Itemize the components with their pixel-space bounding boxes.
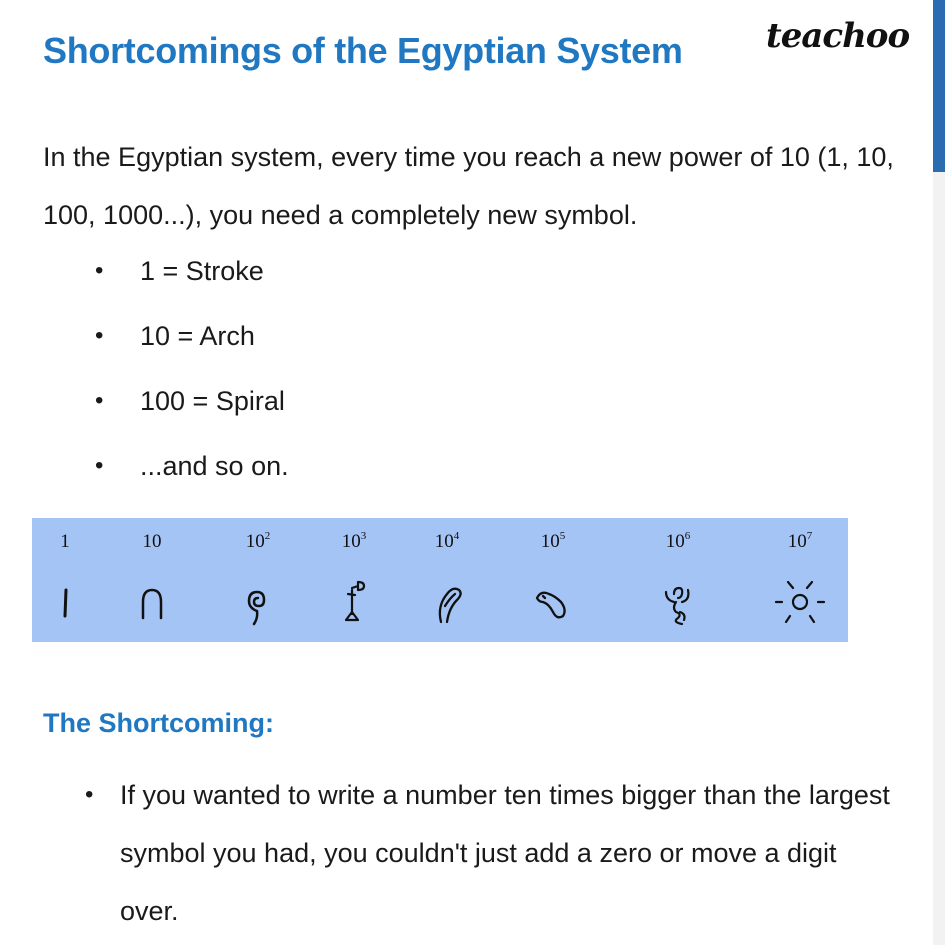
symbol-label: 10 bbox=[142, 531, 162, 552]
symbol-label: $10^3$ bbox=[341, 530, 367, 552]
kneeling-man-glyph-icon bbox=[648, 576, 708, 632]
intro-paragraph bbox=[43, 128, 903, 244]
symbol-column bbox=[35, 518, 95, 642]
symbol-column bbox=[770, 518, 830, 642]
finger-glyph-icon bbox=[417, 576, 477, 632]
arch-glyph-icon bbox=[122, 576, 182, 632]
symbol-label: $10^7$ bbox=[787, 530, 813, 552]
symbol-list bbox=[95, 246, 289, 506]
symbol-column bbox=[648, 518, 708, 642]
stroke-glyph-icon bbox=[35, 576, 95, 632]
list-item: • ...and so on. bbox=[95, 441, 289, 506]
bullet-dot: • bbox=[85, 781, 94, 808]
lotus-glyph-icon bbox=[324, 576, 384, 632]
symbol-label: $10^6$ bbox=[665, 530, 691, 552]
spiral-glyph-icon bbox=[228, 576, 288, 632]
intro-text: In the Egyptian system, every time you reach a new power of 10 (1, 10, 100, 1000...), you need a completely new symbol. bbox=[43, 142, 894, 230]
right-scroll-bar bbox=[933, 0, 945, 945]
symbol-label: $10^5$ bbox=[540, 530, 566, 552]
sun-glyph-icon bbox=[770, 576, 830, 632]
tadpole-glyph-icon bbox=[523, 576, 583, 632]
list-item: • 10 = Arch bbox=[95, 311, 289, 376]
symbol-label: $10^2$ bbox=[245, 530, 271, 552]
symbol-column bbox=[228, 518, 288, 642]
hieroglyph-strip bbox=[32, 518, 848, 642]
page-title: Shortcomings of the Egyptian System bbox=[43, 30, 683, 71]
shortcoming-text: If you wanted to write a number ten times bigger than the largest symbol you had, you couldn't just add a zero or move a digit over. bbox=[120, 780, 890, 926]
symbol-label: 1 bbox=[60, 531, 70, 552]
symbol-column bbox=[122, 518, 182, 642]
symbol-label: $10^4$ bbox=[434, 530, 460, 552]
list-item: • 100 = Spiral bbox=[95, 376, 289, 441]
shortcoming-heading: The Shortcoming: bbox=[43, 708, 274, 738]
list-item: • 1 = Stroke bbox=[95, 246, 289, 311]
right-bar-accent bbox=[933, 0, 945, 172]
symbol-column bbox=[324, 518, 384, 642]
symbol-column bbox=[523, 518, 583, 642]
teachoo-logo: teachoo bbox=[766, 16, 910, 56]
symbol-column bbox=[417, 518, 477, 642]
